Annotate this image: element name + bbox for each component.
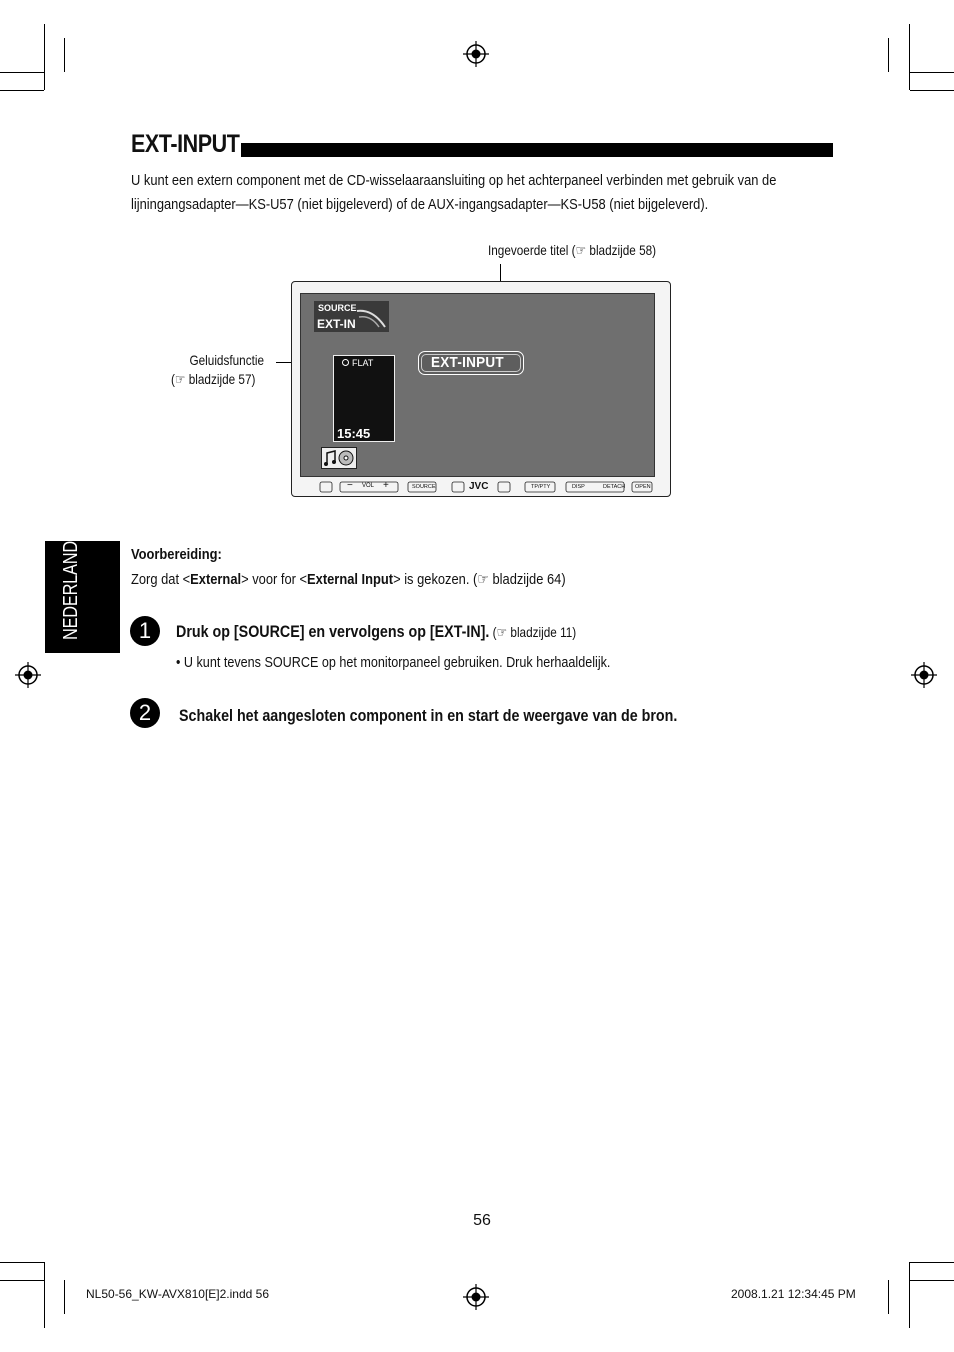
crop-mark <box>910 1262 954 1263</box>
crop-mark <box>0 72 44 73</box>
preparation-bold: External Input <box>307 571 394 588</box>
jvc-logo: JVC <box>469 481 489 492</box>
preparation-text-part: > is gekozen. (☞ bladzijde 64) <box>393 571 566 588</box>
crop-mark <box>0 1280 44 1281</box>
intro-line: U kunt een extern component met de CD-wisselaaraansluiting op het achterpaneel verbinden met gebruik van de <box>131 172 777 189</box>
sound-mode: FLAT <box>352 358 374 368</box>
crop-mark <box>910 1280 954 1281</box>
crop-mark <box>909 1262 910 1328</box>
crop-mark <box>910 90 954 91</box>
step-instruction: Schakel het aangesloten component in en start de weergave van de bron. <box>179 706 678 725</box>
footer-file: NL50-56_KW-AVX810[E]2.indd 56 <box>86 1287 270 1301</box>
crop-mark <box>888 1280 889 1314</box>
crop-mark <box>64 38 65 72</box>
crop-mark <box>64 1280 65 1314</box>
crop-mark <box>888 38 889 72</box>
callout-sound-line: (☞ bladzijde 57) <box>171 371 256 387</box>
language-tab-label: NEDERLANDS <box>60 530 82 640</box>
crop-mark <box>0 1262 44 1263</box>
crop-mark <box>44 1262 45 1328</box>
registration-mark-icon <box>15 662 41 688</box>
footer-timestamp: 2008.1.21 12:34:45 PM <box>731 1287 856 1301</box>
source-name: EXT-IN <box>317 317 356 331</box>
page-number: 56 <box>473 1212 491 1229</box>
page-title: EXT-INPUT <box>131 130 240 158</box>
registration-mark-icon <box>911 662 937 688</box>
clock: 15:45 <box>337 426 371 441</box>
intro-line: lijningangsadapter—KS-U57 (niet bijgeleverd) of de AUX-ingangsadapter—KS-U58 (niet bijgeleverd). <box>131 196 709 213</box>
registration-mark-icon <box>463 1284 489 1310</box>
preparation-bold: External <box>190 571 242 588</box>
title-display-text: EXT-INPUT <box>431 354 504 371</box>
crop-mark <box>909 24 910 90</box>
registration-mark-icon <box>463 41 489 67</box>
vol-minus-button[interactable]: − <box>347 480 353 491</box>
source-swoosh-icon <box>355 305 387 330</box>
preparation-text <box>131 570 566 588</box>
title-rule <box>241 143 833 157</box>
preparation-title: Voorbereiding: <box>131 546 222 563</box>
step-instruction: Druk op [SOURCE] en vervolgens op [EXT-IN]. <box>176 622 490 641</box>
preparation-text-part: Zorg dat < <box>131 571 191 588</box>
source-label: SOURCE <box>318 303 357 313</box>
step-bullet: • U kunt tevens SOURCE op het monitorpaneel gebruiken. Druk herhaaldelijk. <box>176 654 611 671</box>
sound-mode-icon <box>342 359 349 366</box>
crop-mark <box>0 90 44 91</box>
step-number: 2 <box>130 698 160 728</box>
crop-mark <box>44 24 45 90</box>
open-button[interactable]: OPEN <box>635 484 651 490</box>
detach-button[interactable]: DETACH <box>603 484 626 490</box>
crop-mark <box>910 72 954 73</box>
disp-button[interactable]: DISP <box>572 484 585 490</box>
vol-plus-button[interactable]: + <box>383 480 389 491</box>
step-number: 1 <box>130 616 160 646</box>
callout-sound <box>171 352 264 388</box>
media-menu-icon[interactable] <box>321 447 357 469</box>
step-ref: (☞ bladzijde 11) <box>489 624 577 640</box>
source-hw-button[interactable]: SOURCE <box>412 484 436 490</box>
vol-label: VOL <box>362 483 375 489</box>
callout-title: Ingevoerde titel (☞ bladzijde 58) <box>488 242 657 258</box>
intro-paragraph <box>131 169 802 217</box>
preparation-text-part: > voor for < <box>241 571 308 588</box>
step-text <box>176 622 576 642</box>
tp-pty-button[interactable]: TP/PTY <box>531 484 551 490</box>
callout-sound-line: Geluidsfunctie <box>189 352 265 368</box>
